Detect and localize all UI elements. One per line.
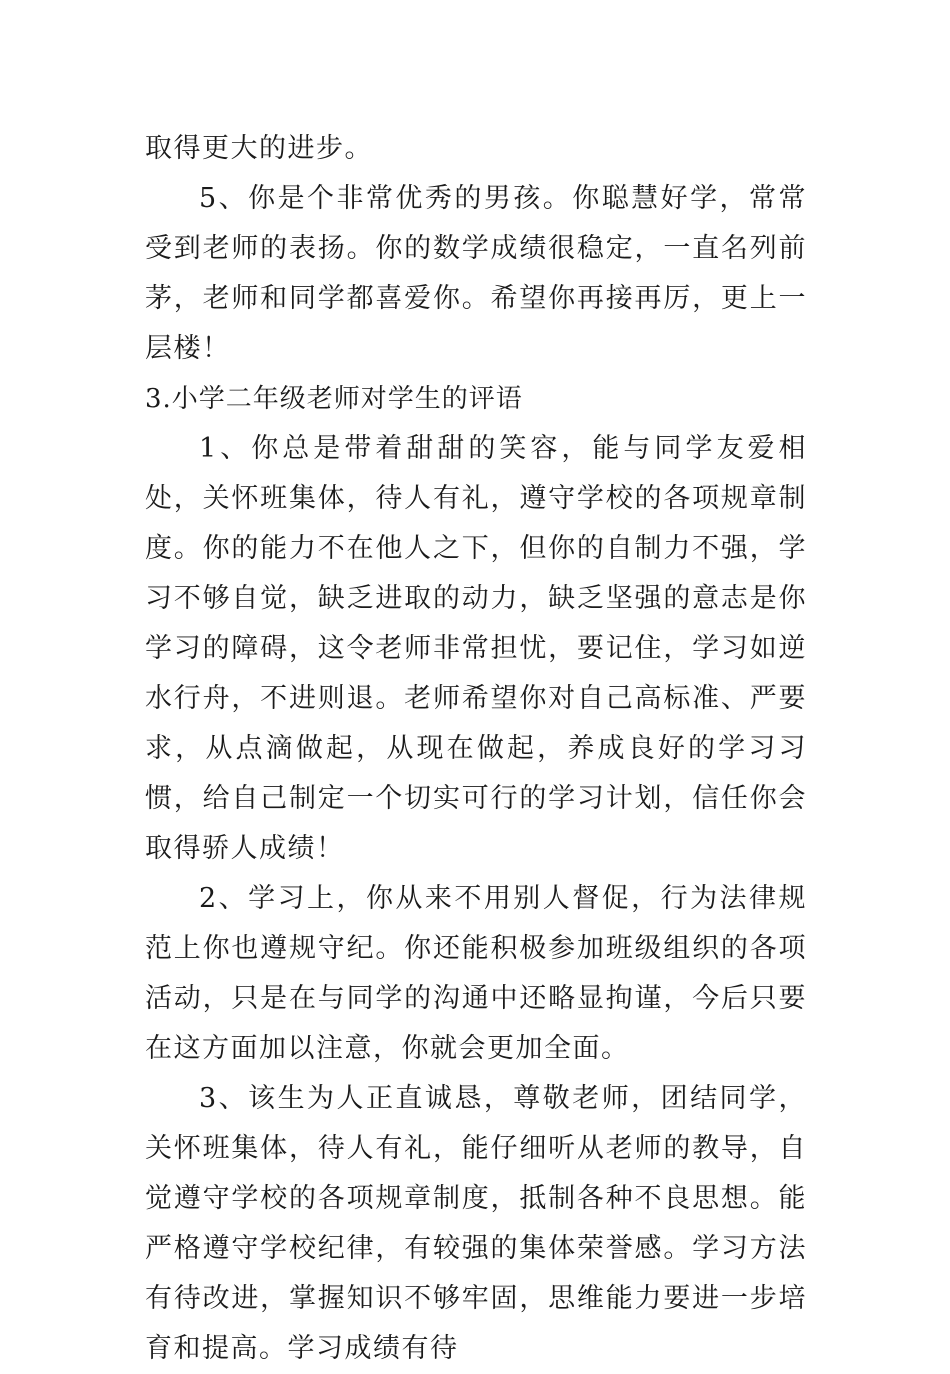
- paragraph-item-5: 5、你是个非常优秀的男孩。你聪慧好学，常常受到老师的表扬。你的数学成绩很稳定，一直名列前茅，老师和同学都喜爱你。希望你再接再厉，更上一层楼！: [145, 183, 807, 364]
- paragraph-item-1: 1、你总是带着甜甜的笑容，能与同学友爱相处，关怀班集体，待人有礼，遵守学校的各项规章制度。你的能力不在他人之下，但你的自制力不强，学习不够自觉，缺乏进取的动力，缺乏坚强的意志是你学习的障碍，这令老师非常担忧，要记住，学习如逆水行舟，不进则退。老师希望你对自己高标准、严要求，从点滴做起，从现在做起，养成良好的学习习惯，给自己制定一个切实可行的学习计划，信任你会取得骄人成绩！: [145, 433, 807, 864]
- paragraph-item-3: 3、该生为人正直诚恳，尊敬老师，团结同学，关怀班集体，待人有礼，能仔细听从老师的教导，自觉遵守学校的各项规章制度，抵制各种不良思想。能严格遵守学校纪律，有较强的集体荣誉感。学习方法有待改进，掌握知识不够牢固，思维能力要进一步培育和提高。学习成绩有待: [145, 1083, 807, 1364]
- paragraph-item-2: 2、学习上，你从来不用别人督促，行为法律规范上你也遵规守纪。你还能积极参加班级组织的各项活动，只是在与同学的沟通中还略显拘谨，今后只要在这方面加以注意，你就会更加全面。: [145, 883, 807, 1064]
- paragraph-continuation: 取得更大的进步。: [145, 133, 373, 164]
- body-text: [145, 124, 807, 1374]
- section-heading: 3.小学二年级老师对学生的评语: [145, 384, 523, 414]
